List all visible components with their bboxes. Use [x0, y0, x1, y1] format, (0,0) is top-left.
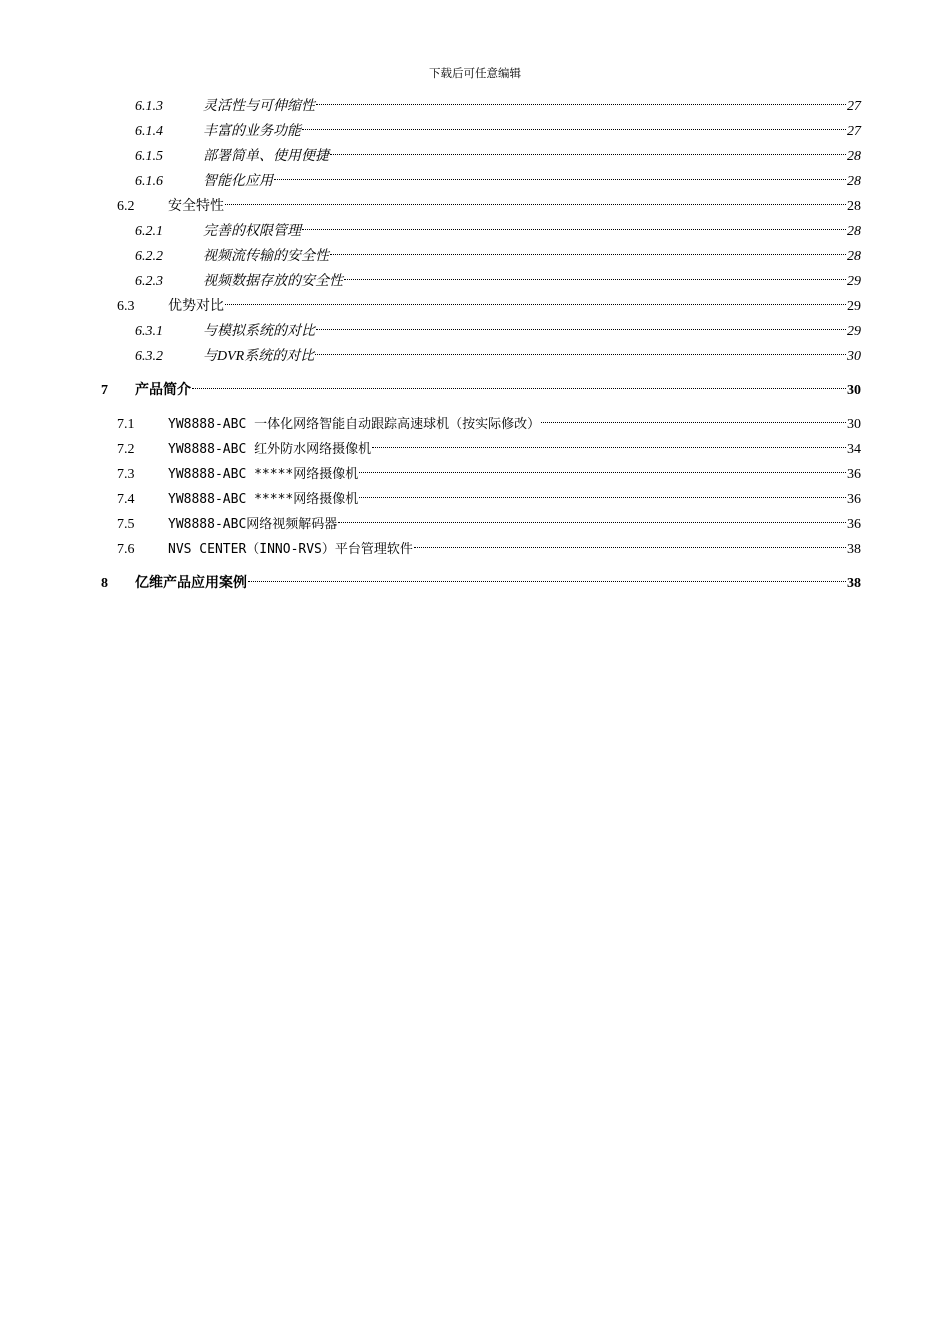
- toc-entry-number: 6.2.2: [135, 249, 163, 264]
- toc-entry-number: 6.2: [117, 199, 135, 214]
- toc-entry-7-3[interactable]: [117, 456, 861, 482]
- toc-entry-page: 28: [847, 199, 861, 214]
- toc-leader-dots: [414, 531, 846, 553]
- toc-entry-6-2[interactable]: [117, 188, 861, 214]
- toc-leader-dots: [372, 431, 846, 453]
- toc-entry-7-5[interactable]: [117, 506, 861, 532]
- toc-leader-dots: [359, 481, 846, 503]
- toc-leader-dots: [192, 372, 846, 394]
- toc-entry-title: NVS CENTER（INNO-RVS）平台管理软件: [168, 542, 413, 557]
- toc-leader-dots: [225, 188, 846, 210]
- toc-entry-7[interactable]: [101, 372, 861, 398]
- toc-leader-dots: [316, 313, 846, 335]
- toc-entry-number: 6.2.1: [135, 224, 163, 239]
- toc-entry-6-1-4[interactable]: [135, 113, 861, 139]
- toc-entry-number: 6.2.3: [135, 274, 163, 289]
- toc-entry-number: 6.3.2: [135, 349, 163, 364]
- toc-entry-6-2-3[interactable]: [135, 263, 861, 289]
- toc-leader-dots: [225, 288, 846, 310]
- toc-leader-dots: [248, 565, 846, 587]
- page-header: 下载后可任意编辑: [429, 68, 521, 80]
- toc-entry-page: 27: [847, 99, 861, 114]
- toc-entry-title: YW8888-ABC *****网络摄像机: [168, 467, 359, 482]
- toc-entry-page: 36: [847, 517, 861, 532]
- toc-entry-page: 30: [847, 417, 861, 432]
- toc-entry-7-1[interactable]: [117, 406, 861, 432]
- toc-entry-title: YW8888-ABC 一体化网络智能自动跟踪高速球机（按实际修改）: [168, 417, 541, 432]
- toc-entry-6-2-2[interactable]: [135, 238, 861, 264]
- toc-entry-number: 6.1.5: [135, 149, 163, 164]
- toc-entry-title: YW8888-ABC 红外防水网络摄像机: [168, 442, 372, 457]
- toc-entry-page: 30: [847, 383, 861, 398]
- toc-entry-number: 8: [101, 576, 108, 591]
- toc-entry-page: 27: [847, 124, 861, 139]
- toc-entry-number: 6.1.6: [135, 174, 163, 189]
- toc-entry-number: 6.3: [117, 299, 135, 314]
- toc-entry-title: 安全特性: [168, 199, 224, 214]
- toc-entry-number: 6.1.3: [135, 99, 163, 114]
- toc-entry-page: 28: [847, 174, 861, 189]
- toc-entry-page: 38: [847, 542, 861, 557]
- toc-entry-number: 7.2: [117, 442, 135, 457]
- toc-entry-page: 34: [847, 442, 861, 457]
- toc-entry-title: 完善的权限管理: [203, 224, 301, 239]
- toc-entry-title: YW8888-ABC *****网络摄像机: [168, 492, 359, 507]
- toc-entry-7-6[interactable]: [117, 531, 861, 557]
- toc-entry-8[interactable]: [101, 565, 861, 591]
- toc-entry-page: 36: [847, 467, 861, 482]
- toc-leader-dots: [541, 406, 846, 428]
- toc-leader-dots: [302, 213, 846, 235]
- toc-entry-title: 与DVR系统的对比: [203, 349, 315, 364]
- toc-leader-dots: [315, 338, 846, 360]
- toc-leader-dots: [274, 163, 846, 185]
- toc-entry-number: 7.3: [117, 467, 135, 482]
- toc-entry-number: 7.5: [117, 517, 135, 532]
- toc-entry-6-3-2[interactable]: [135, 338, 861, 364]
- toc-leader-dots: [316, 88, 846, 110]
- toc-entry-6-1-3[interactable]: [135, 88, 861, 114]
- toc-leader-dots: [359, 456, 846, 478]
- toc-leader-dots: [330, 238, 846, 260]
- toc-entry-number: 6.3.1: [135, 324, 163, 339]
- toc-entry-6-3-1[interactable]: [135, 313, 861, 339]
- toc-entry-title: 视频流传输的安全性: [203, 249, 329, 264]
- toc-entry-page: 29: [847, 299, 861, 314]
- toc-entry-page: 28: [847, 224, 861, 239]
- toc-entry-number: 6.1.4: [135, 124, 163, 139]
- toc-leader-dots: [330, 138, 846, 160]
- toc-entry-title: 优势对比: [168, 299, 224, 314]
- toc-entry-number: 7.4: [117, 492, 135, 507]
- toc-entry-page: 38: [847, 576, 861, 591]
- toc-entry-6-1-6[interactable]: [135, 163, 861, 189]
- toc-entry-title: 智能化应用: [203, 174, 273, 189]
- toc-entry-7-2[interactable]: [117, 431, 861, 457]
- toc-entry-title: 视频数据存放的安全性: [203, 274, 343, 289]
- toc-entry-6-3[interactable]: [117, 288, 861, 314]
- toc-entry-title: 与模拟系统的对比: [203, 324, 315, 339]
- toc-entry-page: 28: [847, 149, 861, 164]
- toc-entry-title: 产品简介: [135, 383, 191, 398]
- toc-entry-title: YW8888-ABC网络视频解码器: [168, 517, 338, 532]
- toc-leader-dots: [338, 506, 846, 528]
- toc-entry-page: 30: [847, 349, 861, 364]
- toc-entry-title: 灵活性与可伸缩性: [203, 99, 315, 114]
- toc-entry-number: 7: [101, 383, 108, 398]
- toc-entry-page: 36: [847, 492, 861, 507]
- toc-entry-page: 29: [847, 274, 861, 289]
- toc-entry-page: 28: [847, 249, 861, 264]
- toc-leader-dots: [344, 263, 846, 285]
- toc-entry-title: 部署简单、使用便捷: [203, 149, 329, 164]
- toc-entry-6-1-5[interactable]: [135, 138, 861, 164]
- toc-entry-title: 亿维产品应用案例: [135, 576, 247, 591]
- toc-entry-6-2-1[interactable]: [135, 213, 861, 239]
- toc-entry-title: 丰富的业务功能: [203, 124, 301, 139]
- toc-entry-7-4[interactable]: [117, 481, 861, 507]
- toc-leader-dots: [302, 113, 846, 135]
- toc-entry-number: 7.6: [117, 542, 135, 557]
- toc-entry-number: 7.1: [117, 417, 135, 432]
- toc-entry-page: 29: [847, 324, 861, 339]
